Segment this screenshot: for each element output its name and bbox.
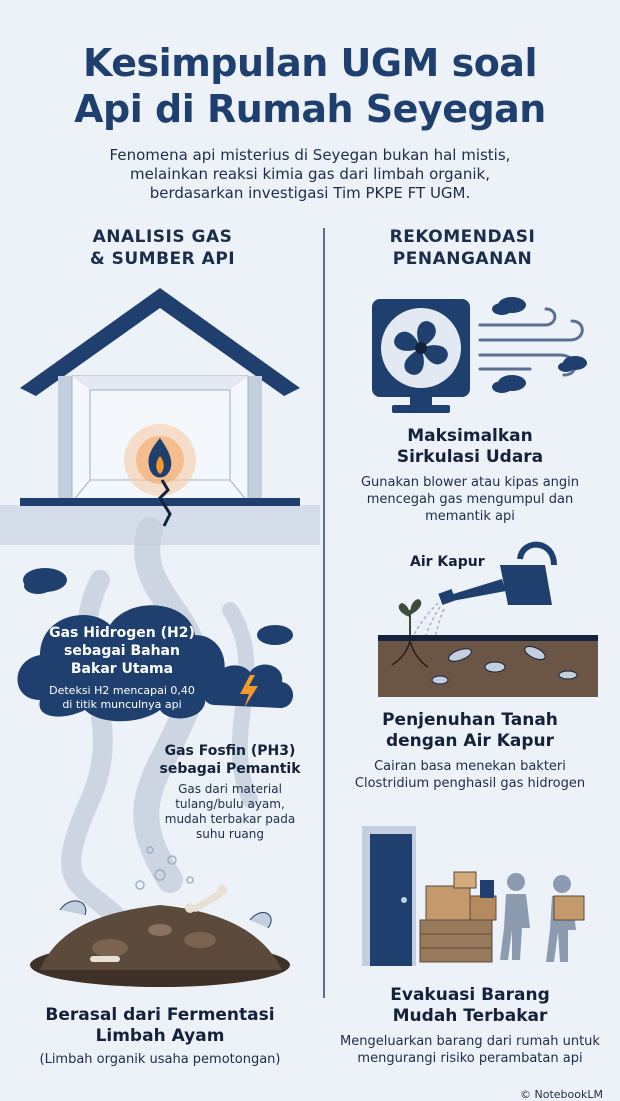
left-heading-line-1: ANALISIS GAS (92, 227, 233, 247)
column-divider (323, 228, 325, 998)
evacuation-body-line-1: Mengeluarkan barang dari rumah untuk (340, 1034, 600, 1049)
hydrogen-body-line-1: Deteksi H2 mencapai 0,40 (49, 684, 195, 697)
gas-cloud-icon (492, 297, 587, 393)
phosphine-body-line-2: tulang/bulu ayam, (175, 797, 285, 811)
boxes-icon (420, 872, 496, 962)
fan-icon (372, 299, 470, 413)
left-heading-line-2: & SUMBER API (89, 249, 236, 269)
subtitle (60, 146, 560, 203)
source-title-line-1: Berasal dari Fermentasi (45, 1005, 275, 1025)
phosphine-title-line-1: Gas Fosfin (PH3) (164, 743, 296, 759)
phosphine-title-line-2: sebagai Pemantik (159, 761, 301, 777)
air-kapur-label: Air Kapur (410, 554, 485, 570)
fan-illustration (330, 285, 620, 425)
circulation-section (340, 426, 600, 525)
hydrogen-title-line-1: Gas Hidrogen (H2) (49, 625, 195, 641)
right-heading-line-1: REKOMENDASI (389, 227, 536, 247)
circulation-title-line-1: Maksimalkan (407, 426, 533, 446)
hydrogen-title-line-3: Bakar Utama (70, 661, 174, 677)
source-title-line-2: Limbah Ayam (95, 1026, 225, 1046)
person-carrying-icon (500, 873, 584, 962)
circulation-body-line-1: Gunakan blower atau kipas angin (360, 475, 580, 490)
title-line-2: Api di Rumah Seyegan (74, 87, 546, 131)
source-section (20, 1005, 300, 1068)
page-title (0, 40, 620, 132)
subtitle-line-2: melainkan reaksi kimia gas dari limbah organik, (129, 165, 491, 183)
evacuation-section (340, 985, 600, 1067)
soil-title-line-1: Penjenuhan Tanah (382, 710, 558, 730)
soil-body-line-2: Clostridium penghasil gas hidrogen (354, 776, 586, 791)
phosphine-body-line-3: mudah terbakar pada (164, 812, 296, 826)
source-body: (Limbah organik usaha pemotongan) (39, 1052, 281, 1067)
right-heading-line-2: PENANGANAN (392, 249, 533, 269)
phosphine-callout (150, 742, 310, 842)
evacuation-illustration (340, 820, 610, 970)
circulation-title-line-2: Sirkulasi Udara (396, 447, 544, 467)
hydrogen-callout (22, 624, 222, 712)
watering-can-icon (438, 545, 554, 605)
door-icon (362, 826, 416, 966)
phosphine-body-line-4: suhu ruang (196, 827, 264, 841)
subtitle-line-3: berdasarkan investigasi Tim PKPE FT UGM. (149, 184, 471, 202)
evacuation-body-line-2: mengurangi risiko perambatan api (357, 1051, 583, 1066)
soil-body-line-1: Cairan basa menekan bakteri (374, 759, 566, 774)
title-line-1: Kesimpulan UGM soal (83, 41, 537, 85)
circulation-body-line-3: memantik api (425, 509, 515, 524)
circulation-body-line-2: mencegah gas mengumpul dan (366, 492, 574, 507)
hydrogen-body-line-2: di titik munculnya api (62, 698, 182, 711)
subtitle-line-1: Fenomena api misterius di Seyegan bukan hal mistis, (109, 146, 511, 164)
smoke-trail (71, 530, 250, 920)
soil-title-line-2: dengan Air Kapur (385, 731, 555, 751)
soil-section (340, 710, 600, 792)
evacuation-title-line-1: Evakuasi Barang (390, 985, 550, 1005)
footer-credit: © NotebookLM (520, 1088, 603, 1101)
chicken-waste-icon (30, 885, 290, 987)
right-column-heading (340, 226, 585, 270)
soil-illustration (340, 535, 610, 705)
phosphine-body-line-1: Gas dari material (178, 782, 282, 796)
evacuation-title-line-2: Mudah Terbakar (392, 1006, 548, 1026)
hydrogen-title-line-2: sebagai Bahan (64, 643, 180, 659)
left-column-heading (40, 226, 285, 270)
